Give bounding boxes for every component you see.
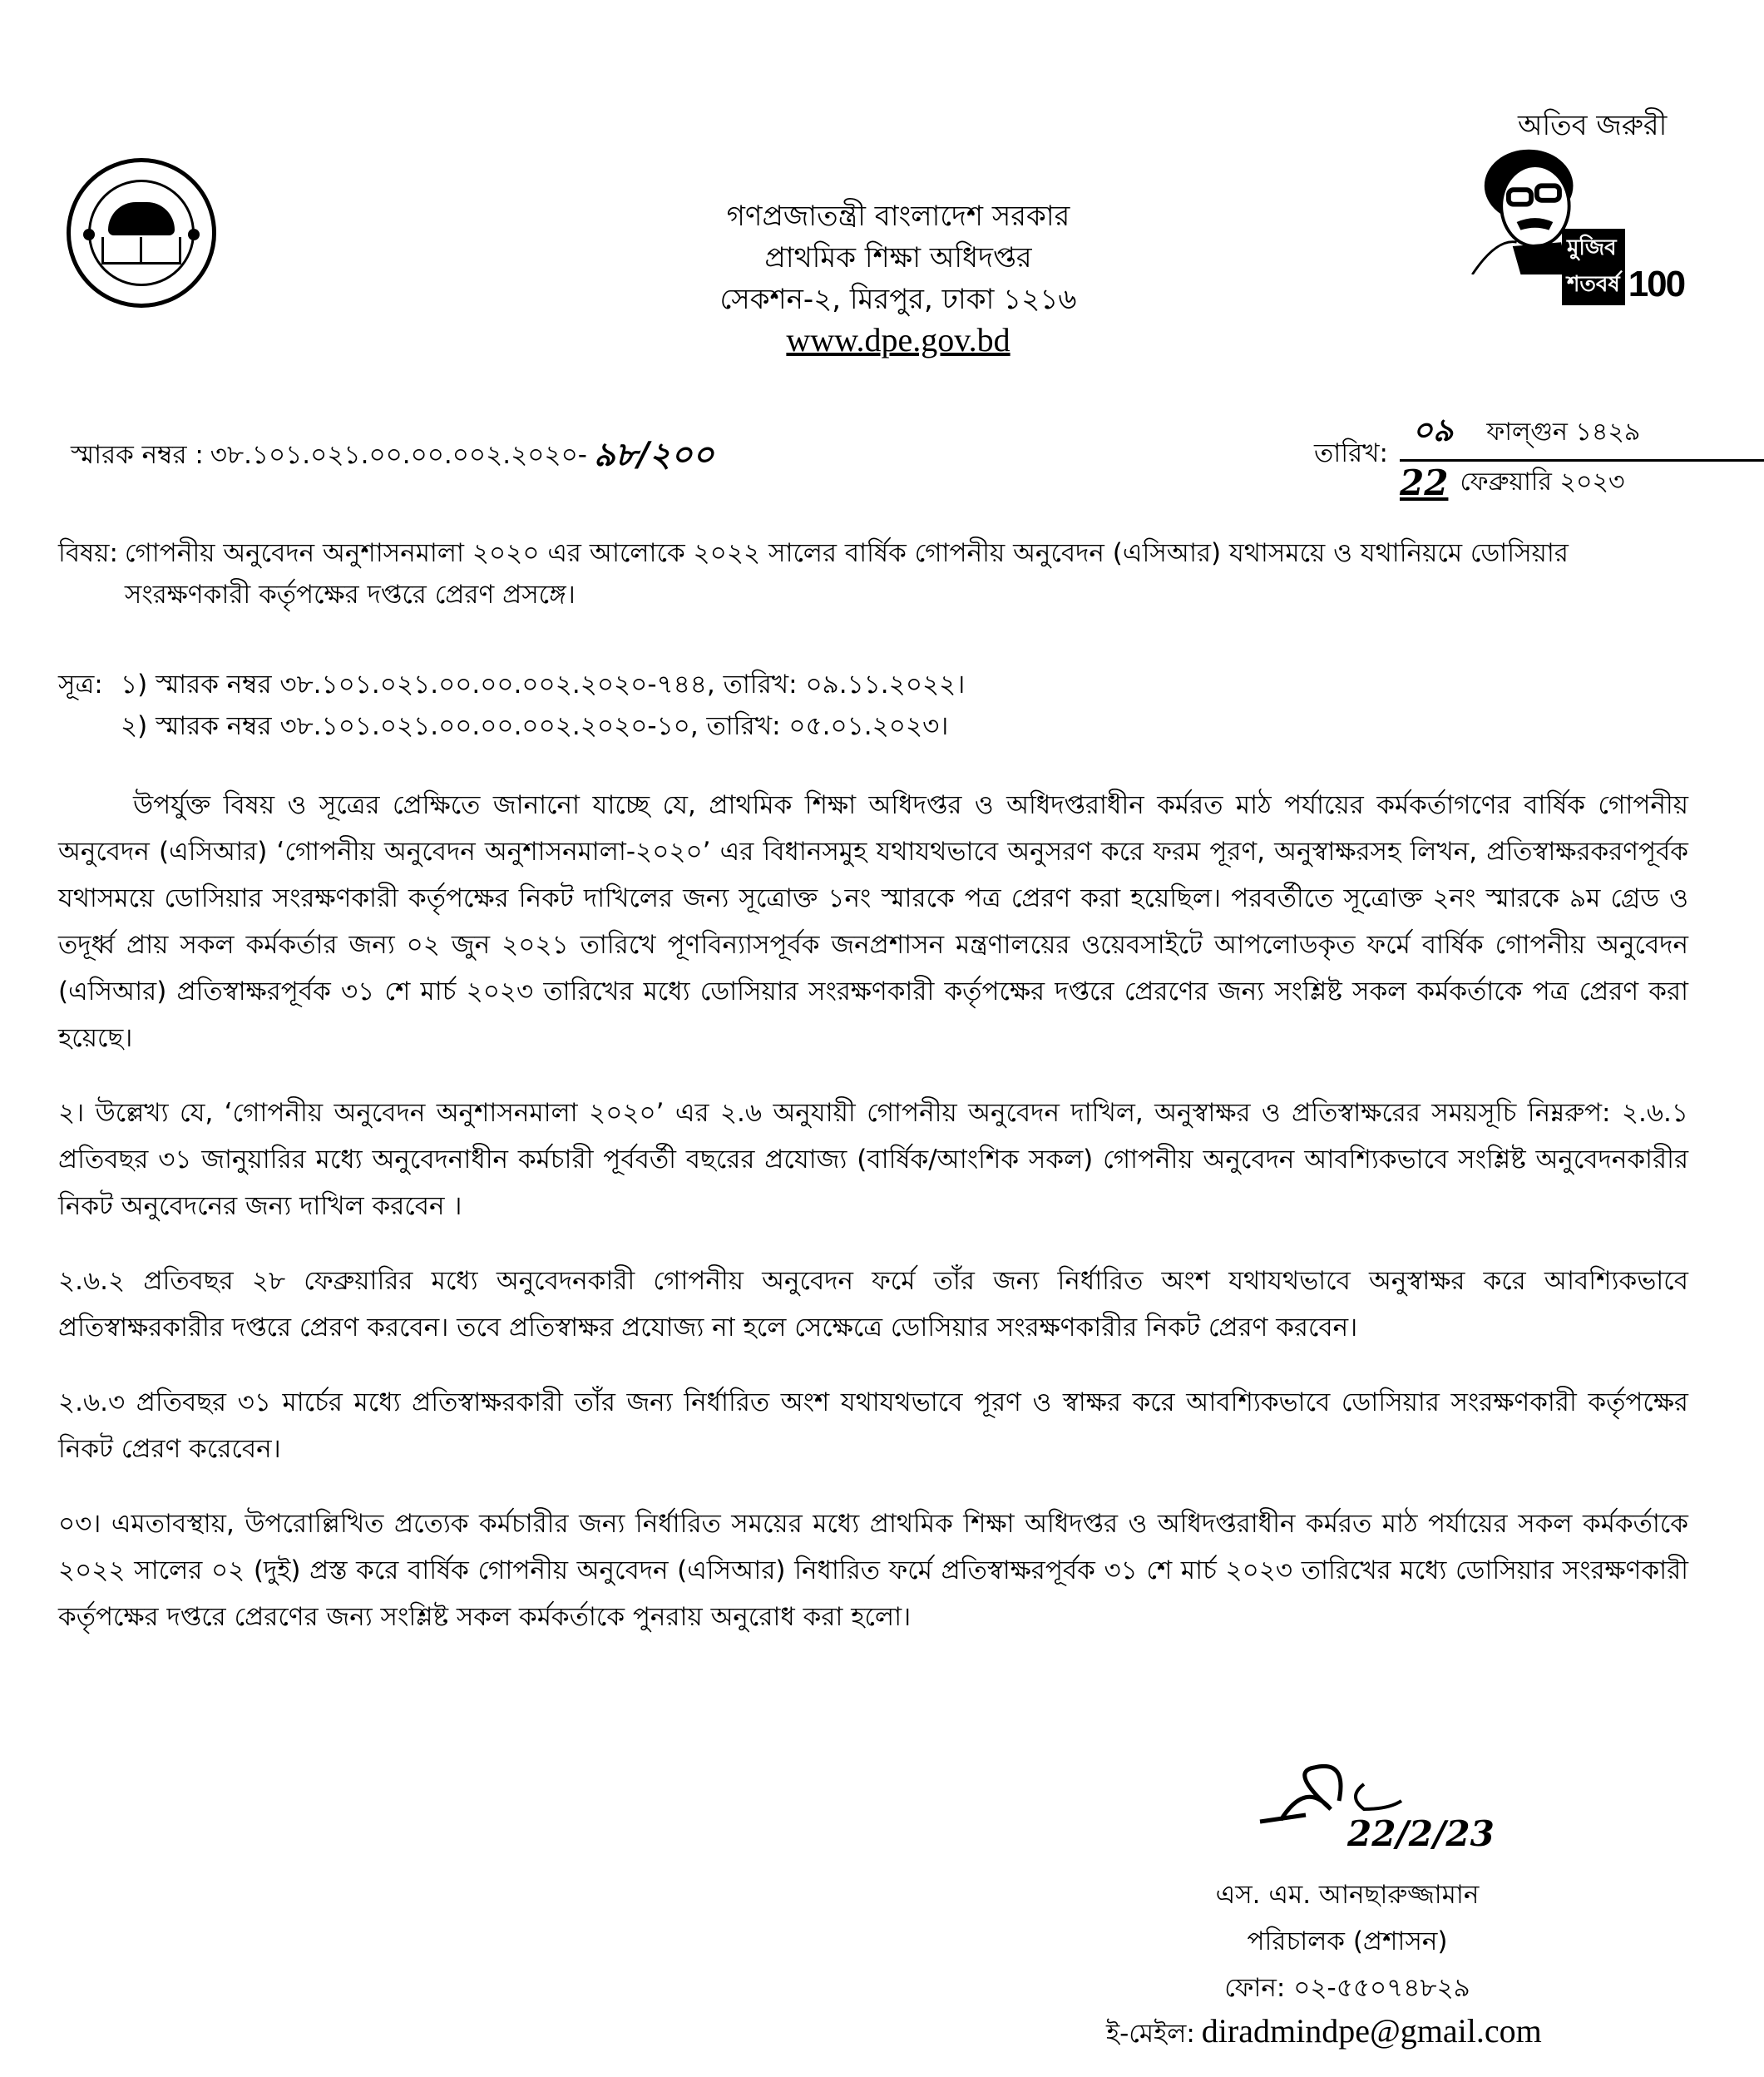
urgency-label: অতিব জরুরী bbox=[1518, 109, 1668, 142]
memo-handwritten-suffix: ৯৮/২০০ bbox=[593, 435, 714, 474]
letter-body bbox=[58, 782, 1688, 1640]
email-label: ই-মেইল: bbox=[1106, 2019, 1195, 2049]
memo-number-row bbox=[71, 428, 714, 484]
govt-name: গণপ্রজাতন্ত্রী বাংলাদেশ সরকার bbox=[726, 200, 1070, 233]
address: সেকশন-২, মিরপুর, ঢাকা ১২১৬ bbox=[719, 283, 1077, 316]
tree-icon bbox=[108, 202, 175, 235]
date-english-month-year: ফেব্রুয়ারি ২০২৩ bbox=[1460, 467, 1625, 497]
date-english bbox=[1400, 462, 1764, 504]
paragraph-1: উপর্যুক্ত বিষয় ও সূত্রের প্রেক্ষিতে জানানো যাচ্ছে যে, প্রাথমিক শিক্ষা অধিদপ্তর ও অধিদপ্তরাধীন কর্মরত মাঠ পর্যায়ের কর্মকর্তাগণের বার্ষিক গোপনীয় অনুবেদন (এসিআর) ‘গোপনীয় অনুবেদন অনুশাসনমালা-২০২০’ এর বিধানসমুহ যথাযথভাবে অনুসরণ করে ফরম পূরণ, অনুস্বাক্ষরসহ লিখন, প্রতিস্বাক্ষরকরণপূর্বক যথাসময়ে ডোসিয়ার সংরক্ষণকারী কর্তৃপক্ষের নিকট দাখিলের জন্য সূত্রোক্ত ১নং স্মারকে পত্র প্রেরণ করা হয়েছিল। পরবর্তীতে সূত্রোক্ত ২নং স্মারকে ৯ম গ্রেড ও তদূর্ধ্ব প্রায় সকল কর্মকর্তার জন্য ০২ জুন ২০২১ তারিখে পূণবিন্যাসপূর্বক জনপ্রশাসন মন্ত্রণালয়ের ওয়েবসাইটে আপলোডকৃত ফর্মে বার্ষিক গোপনীয় অনুবেদন (এসিআর) প্রতিস্বাক্ষরপূর্বক ৩১ শে মার্চ ২০২৩ তারিখের মধ্যে ডোসিয়ার সংরক্ষণকারী কর্তৃপক্ষের দপ্তরে প্রেরণের জন্য সংশ্লিষ্ট সকল কর্মকর্তাকে পত্র প্রেরণ করা হয়েছে। bbox=[58, 790, 1688, 1053]
signatory-designation: পরিচালক (প্রশাসন) bbox=[1247, 1926, 1448, 1956]
subject-label: বিষয়: bbox=[58, 538, 118, 568]
date-bangla-month-year: ফাল্গুন ১৪২৯ bbox=[1486, 417, 1641, 447]
seal-dot-left bbox=[83, 229, 95, 240]
signatory-email-row bbox=[1106, 2011, 1542, 2057]
signatory-name: এস. এম. আনছারুজ্জামান bbox=[1215, 1880, 1480, 1910]
website-link[interactable]: www.dpe.gov.bd bbox=[786, 321, 1010, 359]
paragraph-2-6-2: ২.৬.২ প্রতিবছর ২৮ ফেব্রুয়ারির মধ্যে অনুবেদনকারী গোপনীয় অনুবেদন ফর্মে তাঁর জন্য নির্ধারিত অংশ যথাযথভাবে অনুস্বাক্ষর করে আবশ্যিকভাবে প্রতিস্বাক্ষরকারীর দপ্তরে প্রেরণ করবেন। তবে প্রতিস্বাক্ষর প্রযোজ্য না হলে সেক্ষেত্রে ডোসিয়ার সংরক্ষণকারীর নিকট প্রেরণ করবেন। bbox=[58, 1266, 1688, 1343]
email-link[interactable]: diradmindpe@gmail.com bbox=[1201, 2012, 1542, 2050]
paragraph-2-6-3: ২.৬.৩ প্রতিবছর ৩১ মার্চের মধ্যে প্রতিস্বাক্ষরকারী তাঁর জন্য নির্ধারিত অংশ যথাযথভাবে পূরণ ও স্বাক্ষর করে আবশ্যিকভাবে ডোসিয়ার সংরক্ষণকারী কর্তৃপক্ষের নিকট প্রেরণ করেবেন। bbox=[58, 1387, 1688, 1464]
date-bangla bbox=[1400, 406, 1764, 462]
mujib-badge-number: 100 bbox=[1628, 264, 1685, 304]
reference-item: ২) স্মারক নম্বর ৩৮.১০১.০২১.০০.০০.০০২.২০২০-১০, তারিখ: ০৫.০১.২০২৩। bbox=[121, 711, 949, 741]
signatory-phone: ফোন: ০২-৫৫০৭৪৮২৯ bbox=[1224, 1973, 1470, 2003]
reference-item: ১) স্মারক নম্বর ৩৮.১০১.০২১.০০.০০.০০২.২০২০-৭৪৪, তারিখ: ০৯.১১.২০২২। bbox=[121, 670, 966, 700]
mujib-badge-text: মুজিব শতবর্ষ bbox=[1562, 229, 1625, 305]
references bbox=[58, 664, 965, 747]
signature-date: 22/2/23 bbox=[1347, 1813, 1495, 1854]
date-english-day: 22 bbox=[1399, 462, 1449, 503]
mujib-portrait-logo bbox=[1470, 141, 1685, 304]
education-seal-logo bbox=[67, 158, 216, 308]
subject-text: গোপনীয় অনুবেদন অনুশাসনমালা ২০২০ এর আলোকে ২০২২ সালের বার্ষিক গোপনীয় অনুবেদন (এসিআর) যথাসময়ে ও যথানিয়মে ডোসিয়ার সংরক্ষণকারী কর্তৃপক্ষের দপ্তরে প্রেরণ প্রসঙ্গে। bbox=[124, 538, 1569, 610]
open-book-icon bbox=[101, 237, 181, 265]
paragraph-3: ০৩। এমতাবস্থায়, উপরোল্লিখিত প্রত্যেক কর্মচারীর জন্য নির্ধারিত সময়ের মধ্যে প্রাথমিক শিক্ষা অধিদপ্তর ও অধিদপ্তরাধীন কর্মরত মাঠ পর্যায়ের সকল কর্মকর্তাকে ২০২২ সালের ০২ (দুই) প্রস্ত করে বার্ষিক গোপনীয় অনুবেদন (এসিআর) নিধারিত ফর্মে প্রতিস্বাক্ষরপূর্বক ৩১ শে মার্চ ২০২৩ তারিখের মধ্যে ডোসিয়ার সংরক্ষণকারী কর্তৃপক্ষের দপ্তরে প্রেরণের জন্য সংশ্লিষ্ট সকল কর্মকর্তাকে পুনরায় অনুরোধ করা হলো। bbox=[58, 1509, 1688, 1632]
date-block bbox=[1314, 406, 1764, 504]
paragraph-2: ২। উল্লেখ্য যে, ‘গোপনীয় অনুবেদন অনুশাসনমালা ২০২০’ এর ২.৬ অনুযায়ী গোপনীয় অনুবেদন দাখিল, অনুস্বাক্ষর ও প্রতিস্বাক্ষরের সময়সূচি নিম্নরুপ: ২.৬.১ প্রতিবছর ৩১ জানুয়ারির মধ্যে অনুবেদনাধীন কর্মচারী পূর্ববর্তী বছরের প্রযোজ্য (বার্ষিক/আংশিক সকল) গোপনীয় অনুবেদন আবশ্যিকভাবে সংশ্লিষ্ট অনুবেদনকারীর নিকট অনুবেদনের জন্য দাখিল করবেন । bbox=[58, 1098, 1688, 1221]
date-bangla-day: ০৯ bbox=[1411, 411, 1454, 448]
department-name: প্রাথমিক শিক্ষা অধিদপ্তর bbox=[764, 241, 1032, 274]
seal-dot-right bbox=[188, 229, 200, 240]
signatory bbox=[1098, 1872, 1597, 2011]
references-label: সূত্র: bbox=[58, 670, 103, 700]
letterhead bbox=[582, 195, 1214, 359]
subject-row bbox=[58, 532, 1688, 616]
memo-number: ৩৮.১০১.০২১.০০.০০.০০২.২০২০- bbox=[210, 439, 587, 470]
memo-label: স্মারক নম্বর : bbox=[71, 439, 204, 470]
date-label: তারিখ: bbox=[1314, 438, 1388, 468]
